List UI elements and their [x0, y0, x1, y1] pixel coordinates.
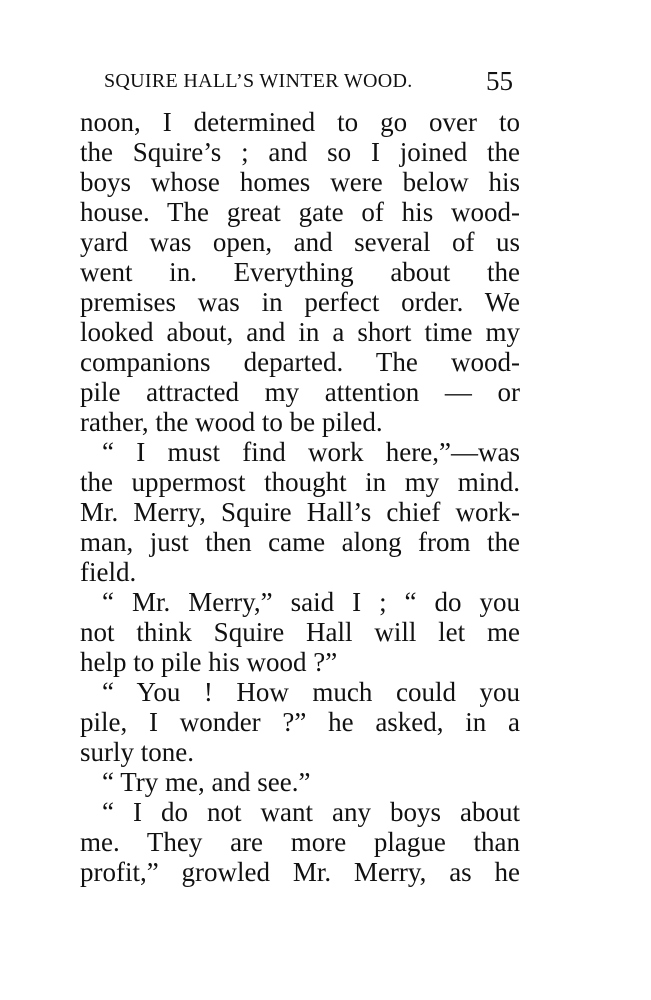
- text-line: “ I must find work here,”—was: [102, 437, 520, 467]
- text-line: looked about, and in a short time my: [80, 317, 520, 347]
- text-line: companions departed. The wood-: [80, 347, 520, 377]
- text-line: “ Try me, and see.”: [102, 767, 311, 797]
- text-line: premises was in perfect order. We: [80, 287, 520, 317]
- text-line: “ I do not want any boys about: [102, 797, 520, 827]
- text-line: “ You ! How much could you: [102, 677, 520, 707]
- text-line: went in. Everything about the: [80, 257, 520, 287]
- running-title: SQUIRE HALL’S WINTER WOOD.: [104, 70, 413, 92]
- text-line: noon, I determined to go over to: [80, 107, 520, 137]
- text-line: rather, the wood to be piled.: [80, 407, 383, 437]
- text-line: surly tone.: [80, 737, 194, 767]
- page-number: 55: [486, 66, 513, 96]
- text-line: the uppermost thought in my mind.: [80, 467, 520, 497]
- text-line: “ Mr. Merry,” said I ; “ do you: [102, 587, 520, 617]
- text-line: boys whose homes were below his: [80, 167, 520, 197]
- text-line: man, just then came along from the: [80, 527, 520, 557]
- text-line: not think Squire Hall will let me: [80, 617, 520, 647]
- text-line: pile, I wonder ?” he asked, in a: [80, 707, 520, 737]
- text-line: the Squire’s ; and so I joined the: [80, 137, 520, 167]
- text-line: field.: [80, 557, 137, 587]
- text-line: house. The great gate of his wood-: [80, 197, 520, 227]
- text-line: yard was open, and several of us: [80, 227, 520, 257]
- text-line: Mr. Merry, Squire Hall’s chief work-: [80, 497, 520, 527]
- text-line: profit,” growled Mr. Merry, as he: [80, 857, 520, 887]
- running-head: [86, 66, 521, 100]
- text-line: help to pile his wood ?”: [80, 647, 338, 677]
- body-text: [80, 107, 520, 887]
- text-line: pile attracted my attention — or: [80, 377, 520, 407]
- text-line: me. They are more plague than: [80, 827, 520, 857]
